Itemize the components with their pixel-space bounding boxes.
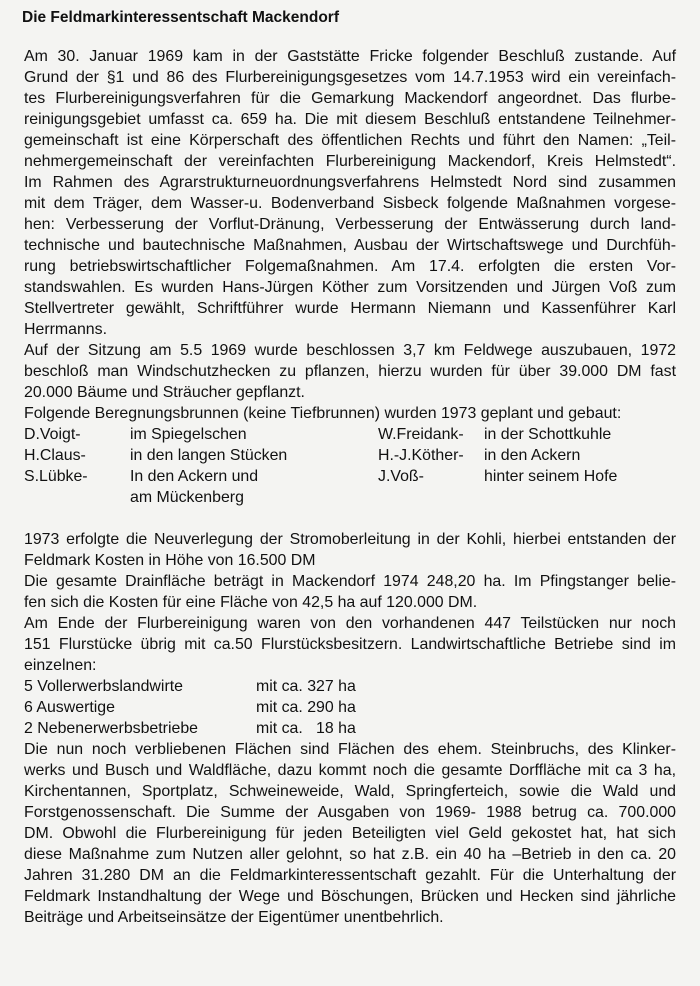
text-line: Beiträge und Arbeitseinsätze der Eigentümer unentbehrlich. xyxy=(24,909,444,926)
text-line: Stellvertreter gewählt, Schriftführer wurde Hermann Niemann und Kassenführer Karl xyxy=(24,300,676,317)
well-location: hinter seinem Hofe xyxy=(484,468,618,485)
well-location: In den Ackern und xyxy=(130,468,259,485)
text-line: werks und Busch und Waldfläche, dazu kommt noch die gesamte Dorffläche mit ca 3 ha, xyxy=(24,762,676,779)
stat-label: 2 Nebenerwerbsbetriebe xyxy=(24,720,199,737)
text-line: Kirchentannen, Sportplatz, Schweineweide, Wald, Springferteich, sowie die Wald und xyxy=(24,783,676,800)
text-line: Auf der Sitzung am 5.5 1969 wurde beschlossen 3,7 km Feldwege auszubauen, 1972 xyxy=(24,342,676,359)
text-line: reinigungsgebiet umfasst ca. 659 ha. Die mit diesem Beschluß entstandene Teilnehmer- xyxy=(24,111,676,128)
well-location: im Spiegelschen xyxy=(130,426,247,443)
text-line: diese Maßnahme zum Nutzen aller gelohnt, so hat z.B. ein 40 ha –Betrieb in den ca. 20 xyxy=(24,846,676,863)
farm-stats xyxy=(24,676,676,739)
well-location: am Mückenberg xyxy=(130,489,244,506)
well-owner: W.Freidank- xyxy=(378,426,464,443)
text-line: Die nun noch verbliebenen Flächen sind Flächen des ehem. Steinbruchs, des Klinker- xyxy=(24,741,676,758)
blank-line xyxy=(24,508,676,529)
text-line: nehmergemeinschaft der vereinfachten Flurbereinigung Mackendorf, Kreis Helmstedt“. xyxy=(24,153,676,170)
paragraph-feldwege xyxy=(24,340,676,403)
stat-value: mit ca. 290 ha xyxy=(256,699,356,716)
well-location: in den Ackern xyxy=(484,447,581,464)
text-line: 20.000 Bäume und Sträucher gepflanzt. xyxy=(24,384,305,401)
wells-row xyxy=(24,424,676,445)
text-line: 151 Flurstücke übrig mit ca.50 Flurstücksbesitzern. Landwirtschaftliche Betriebe sind im xyxy=(24,636,676,653)
paragraph-flurstuecke xyxy=(24,613,676,676)
wells-row xyxy=(24,445,676,466)
wells-row xyxy=(24,466,676,487)
text-line: gemeinschaft ist eine Körperschaft des öffentlichen Rechts und führt den Namen: „Teil- xyxy=(24,132,676,149)
text-line: Feldmark Instandhaltung der Wege und Böschungen, Brücken und Hecken sind jährliche xyxy=(24,888,676,905)
paragraph-restflaechen xyxy=(24,739,676,928)
text-line: fen sich die Kosten für eine Fläche von 42,5 ha auf 120.000 DM. xyxy=(24,594,478,611)
text-line: tes Flurbereinigungsverfahren für die Gemarkung Mackendorf angeordnet. Das flurbe- xyxy=(24,90,676,107)
wells-section xyxy=(24,403,676,508)
well-owner: H.Claus- xyxy=(24,447,86,464)
text-line: Herrmanns. xyxy=(24,321,108,338)
text-line: rung betriebswirtschaftlicher Folgemaßnahmen. Am 17.4. erfolgten die ersten Vor- xyxy=(24,258,676,275)
stat-label: 5 Vollerwerbslandwirte xyxy=(24,678,183,695)
well-owner: J.Voß- xyxy=(378,468,424,485)
document-body xyxy=(24,46,676,928)
text-line: beschloß man Windschutzhecken zu pflanzen, hierzu wurden für über 39.000 DM fast xyxy=(24,363,676,380)
stat-row xyxy=(24,697,676,718)
text-line: einzelnen: xyxy=(24,657,97,674)
text-line: DM. Obwohl die Flurbereinigung für jeden Beteiligten viel Geld gekostet hat, hat sich xyxy=(24,825,676,842)
paragraph-beschluss xyxy=(24,46,676,340)
text-line: Grund der §1 und 86 des Flurbereinigungsgesetzes vom 14.7.1953 wird ein vereinfach- xyxy=(24,69,676,86)
text-line: mit dem Träger, dem Wasser-u. Bodenverband Sisbeck folgende Maßnahmen vorgese- xyxy=(24,195,676,212)
well-location: in den langen Stücken xyxy=(130,447,288,464)
paragraph-stromleitung xyxy=(24,529,676,571)
text-line: Feldmark Kosten in Höhe von 16.500 DM xyxy=(24,552,316,569)
wells-intro: Folgende Beregnungsbrunnen (keine Tiefbrunnen) wurden 1973 geplant und gebaut: xyxy=(24,405,622,422)
stat-value: mit ca. 327 ha xyxy=(256,678,356,695)
wells-row xyxy=(24,487,676,508)
stat-row xyxy=(24,676,676,697)
stat-value: mit ca. 18 ha xyxy=(256,720,356,737)
text-line: Am 30. Januar 1969 kam in der Gaststätte Fricke folgender Beschluß zustande. Auf xyxy=(24,48,676,65)
well-owner: H.-J.Köther- xyxy=(378,447,464,464)
text-line: Jahren 31.280 DM an die Feldmarkinteressentschaft gezahlt. Für die Unterhaltung der xyxy=(24,867,676,884)
well-owner xyxy=(24,487,130,508)
page-title: Die Feldmarkinteressentschaft Mackendorf xyxy=(22,9,339,26)
stat-row xyxy=(24,718,676,739)
text-line: standswahlen. Es wurden Hans-Jürgen Köther zum Vorsitzenden und Jürgen Voß zum xyxy=(24,279,676,296)
well-owner: D.Voigt- xyxy=(24,426,81,443)
well-owner: S.Lübke- xyxy=(24,468,88,485)
text-line: 1973 erfolgte die Neuverlegung der Stromoberleitung in der Kohli, hierbei entstanden der xyxy=(24,531,676,548)
text-line: hen: Verbesserung der Vorflut-Dränung, Verbesserung der Entwässerung durch land- xyxy=(24,216,676,233)
stat-label: 6 Auswertige xyxy=(24,699,115,716)
well-owner xyxy=(378,487,484,508)
text-line: Die gesamte Drainfläche beträgt in Mackendorf 1974 248,20 ha. Im Pfingstanger belie- xyxy=(24,573,676,590)
paragraph-drainflaeche xyxy=(24,571,676,613)
text-line: Im Rahmen des Agrarstrukturneuordnungsverfahrens Helmstedt Nord sind zusammen xyxy=(24,174,676,191)
text-line: Forstgenossenschaft. Die Summe der Ausgaben von 1969- 1988 betrug ca. 700.000 xyxy=(24,804,676,821)
text-line: technische und bautechnische Maßnahmen, Ausbau der Wirtschaftswege und Durchfüh- xyxy=(24,237,676,254)
well-location: in der Schottkuhle xyxy=(484,426,612,443)
text-line: Am Ende der Flurbereinigung waren von den vorhandenen 447 Teilstücken nur noch xyxy=(24,615,676,632)
